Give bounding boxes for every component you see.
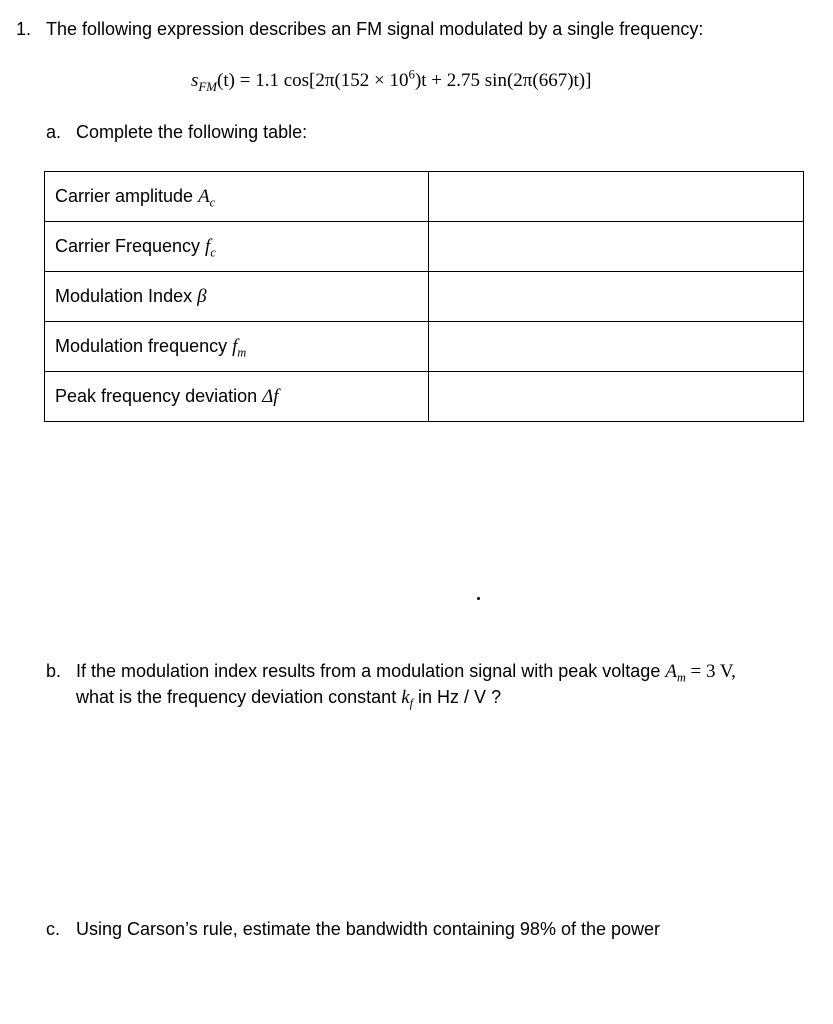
parameter-symbol-subscript: m	[237, 345, 247, 360]
parameter-symbol: f	[205, 235, 211, 257]
parameter-label: Carrier Frequency	[55, 235, 206, 256]
deviation-constant-symbol: k	[401, 687, 410, 708]
part-c-marker: c.	[46, 919, 61, 939]
parameter-label-cell	[45, 222, 429, 272]
answer-cell[interactable]	[428, 172, 803, 222]
answer-cell[interactable]	[428, 222, 803, 272]
answer-cell[interactable]	[428, 272, 803, 322]
parameter-symbol-subscript: c	[210, 245, 216, 260]
equation-exponent: 6	[408, 66, 415, 82]
parameter-symbol-subscript: c	[209, 195, 216, 210]
parameter-symbol: f	[232, 335, 238, 357]
parameter-symbol: A	[198, 185, 210, 207]
equation-lhs-subscript: FM	[198, 78, 218, 94]
part-a-text: Complete the following table:	[76, 122, 308, 142]
peak-voltage-symbol: A	[665, 661, 677, 682]
parameter-table	[44, 171, 804, 422]
table-row	[45, 172, 804, 222]
table-row	[45, 322, 804, 372]
question-number: 1.	[16, 19, 32, 39]
part-b-line2-text-after: in Hz / V ?	[413, 687, 502, 707]
parameter-label-cell	[45, 272, 429, 322]
deviation-constant-subscript: f	[409, 696, 414, 711]
parameter-label-cell	[45, 322, 429, 372]
table-row	[45, 222, 804, 272]
parameter-label: Peak frequency deviation	[55, 385, 263, 406]
part-c-text: Using Carson’s rule, estimate the bandwidth containing 98% of the power	[76, 919, 661, 939]
peak-voltage-value: = 3 V,	[685, 661, 736, 682]
table-row	[45, 272, 804, 322]
fm-equation	[191, 66, 592, 94]
answer-cell[interactable]	[428, 322, 803, 372]
peak-voltage-subscript: m	[676, 670, 686, 685]
equation-lhs-symbol: s	[191, 70, 199, 91]
parameter-label: Modulation Index	[55, 285, 198, 306]
part-a-marker: a.	[46, 122, 62, 142]
part-b-line2	[76, 687, 501, 709]
parameter-symbol: β	[197, 285, 207, 307]
part-b-line2-text-before: what is the frequency deviation constant	[76, 687, 402, 707]
parameter-label: Modulation frequency	[55, 335, 233, 356]
parameter-symbol: Δf	[262, 385, 279, 407]
table-row	[45, 372, 804, 422]
part-b-line1-text: If the modulation index results from a modulation signal with peak voltage	[76, 661, 666, 681]
answer-cell[interactable]	[428, 372, 803, 422]
parameter-label-cell	[45, 372, 429, 422]
parameter-label-cell	[45, 172, 429, 222]
question-text: The following expression describes an FM signal modulated by a single frequency:	[46, 19, 704, 39]
equation-argument: (t) = 1.1 cos[2π(152 × 10	[217, 70, 409, 91]
stray-dot	[477, 597, 480, 600]
part-b-line1	[76, 661, 736, 683]
equation-remainder: )t + 2.75 sin(2π(667)t)]	[414, 70, 592, 91]
part-b-marker: b.	[46, 661, 62, 681]
parameter-label: Carrier amplitude	[55, 185, 199, 206]
